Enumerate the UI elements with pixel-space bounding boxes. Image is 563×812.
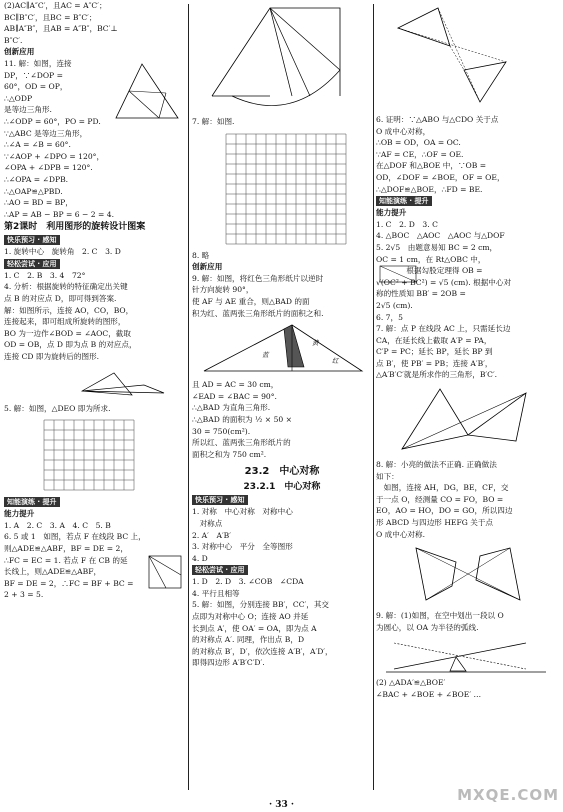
text-line: 6. 5 或 1 如图，若点 F 在线段 BC 上， xyxy=(4,532,146,542)
column-left xyxy=(4,0,186,800)
question-6 xyxy=(376,114,560,195)
text-line: 9. 解：(1)如图，在空中划出一段以 O xyxy=(376,611,504,621)
text-line: 称的性质知 BB′ = 2OB = xyxy=(376,289,466,299)
text-line: 点即为对称中心 O；连接 AO 并延 xyxy=(192,612,309,622)
text-line: ∴FC = EC = 1. 若点 F 在 CB 的延 xyxy=(4,555,128,565)
text-line: ∴∠ODP = 60°，PO = PD. xyxy=(4,116,101,126)
text-line: 4. D xyxy=(192,553,208,563)
column-divider xyxy=(373,4,374,790)
text-line: 如下： xyxy=(376,471,399,481)
text-line: BO 为一边作∠BOD = ∠AOC，截取 xyxy=(4,328,131,338)
question-9 xyxy=(192,273,372,319)
question-11 xyxy=(4,58,186,220)
text-line: 2√5 (cm). xyxy=(376,300,413,310)
text-line: 针方向旋转 90°， xyxy=(192,285,254,295)
text-line: CA，在延长线上截取 A′P = PA， xyxy=(376,335,492,345)
text-line: 60°，OD = OP， xyxy=(4,82,68,92)
text-line: B″C′. xyxy=(4,35,23,45)
text-line: 形 ABCD 与四边形 HEFG 关于点 xyxy=(376,518,494,528)
text-line: 解：如图所示，连接 AO，CO，BO， xyxy=(4,305,134,315)
text-line: ∴AP = AB − BP = 6 − 2 = 4. xyxy=(4,209,115,219)
column-middle xyxy=(192,0,372,800)
text-line: 于一点 O，经测量 CO = FO，BO = xyxy=(376,494,504,504)
text-line: 1. 旋转中心 旋转角 2. C 3. D xyxy=(4,247,121,257)
section-tag: 轻松尝试 · 应用 xyxy=(4,259,60,269)
section-tag: 知能演练 · 提升 xyxy=(4,497,60,507)
text-line: 在△DOF 和△BOE 中，∵OB = xyxy=(376,161,487,171)
text-line: ∠EAD = ∠BAC = 90°. xyxy=(192,391,277,401)
continued-answer xyxy=(4,0,186,46)
text-line: ∴∠OPA = ∠DPB. xyxy=(4,174,69,184)
coordinate-grid-figure xyxy=(192,130,372,248)
triangles-figure xyxy=(192,321,372,377)
text-line: ∵∠AOP + ∠DPO = 120°， xyxy=(4,151,105,161)
text-line: 7. 解：点 P 在线段 AC 上，只需延长边 xyxy=(376,324,511,334)
text-line: 且 AD = AC = 30 cm， xyxy=(192,380,279,390)
section-label: 创新应用 xyxy=(4,47,35,57)
text-line: OD = OB，点 D 即为点 B 的对应点， xyxy=(4,340,137,350)
column-divider xyxy=(188,4,189,790)
text-line: 5. 解：如图，分别连接 BB′，CC′，其交 xyxy=(192,600,330,610)
grid-figure xyxy=(4,416,184,494)
seesaw-figure xyxy=(376,635,556,675)
text-line: 7. 解：如图. xyxy=(192,117,235,126)
text-line: ∠OPA + ∠DPB = 120°. xyxy=(4,163,93,173)
text-line: 的对称点 B′，D′，依次连接 A′B′，A′D′， xyxy=(192,646,333,656)
text-line: 30 = 750(cm²). xyxy=(192,426,251,436)
subsection-title: 23.2.1 中心对称 xyxy=(243,482,321,493)
text-line: 1. C 2. D 3. C xyxy=(376,219,438,229)
text-line: 连接 CD 即为旋转后的图形. xyxy=(4,352,100,362)
section-label: 能力提升 xyxy=(376,208,407,218)
text-line: 的对称点 A′. 同理，作出点 B，D xyxy=(192,635,305,645)
text-line: ∴∠A = ∠B = 60°. xyxy=(4,140,71,150)
text-line: 2. A′ A′B′ xyxy=(192,530,231,540)
lesson-title: 第2课时 利用图形的旋转设计图案 xyxy=(4,222,146,233)
text-line: OD，∠DOF = ∠BOE，OF = OE， xyxy=(376,172,505,182)
label-red: 红 xyxy=(332,357,339,366)
rectangle-figure xyxy=(378,264,422,286)
text-line: 长线上，则△ADE≌△ABF， xyxy=(4,567,102,577)
text-line: 连接起来，即可组成所旋转的图形， xyxy=(4,317,126,327)
question-4 xyxy=(4,281,186,362)
text-line: C′P = PC；延长 BP，延长 BP 到 xyxy=(376,347,493,357)
text-line: 11. 解：如图，连接 xyxy=(4,58,72,68)
text-line: ∵△ABC 是等边三角形， xyxy=(4,128,88,138)
central-symmetry-figure xyxy=(376,2,556,112)
question-7 xyxy=(376,323,560,381)
text-line: △A′B′C′就是所求作的三角形，B′C′. xyxy=(376,370,498,380)
square-rotation-figure xyxy=(192,2,372,114)
text-line: 如图，连接 AH，DG，BE，CF，交 xyxy=(376,483,509,493)
text-line: O 成中心对称. xyxy=(376,529,426,539)
triangle-figure xyxy=(112,60,182,124)
text-line: 3. 对称中心 平分 全等图形 xyxy=(192,542,293,552)
watermark: MXQE.COM xyxy=(457,786,559,804)
question-8 xyxy=(376,459,560,540)
section-tag: 轻松尝试 · 应用 xyxy=(192,565,248,575)
section-tag: 知能演练 · 提升 xyxy=(376,196,432,206)
text-line: 5. 2√5 由题意易知 BC = 2 cm， xyxy=(376,242,498,252)
text-line: 2 + 3 = 5. xyxy=(4,590,44,600)
rotation-figure xyxy=(4,365,184,401)
text-line: 积为红、蓝两张三角形纸片的面积之和. xyxy=(192,308,324,318)
label-yellow: 黄 xyxy=(312,339,319,348)
text-line: 9. 解：如图，将红色三角形纸片以逆时 xyxy=(192,273,324,283)
text-line: 4. 平行且相等 xyxy=(192,588,240,598)
text-line: BF = DE = 2，∴FC = BF + BC = xyxy=(4,578,134,588)
page-number: · 33 · xyxy=(268,800,295,810)
text-line: ∴△DOF≌△BOE，∴FD = BE. xyxy=(376,184,483,194)
text-line: 使 AF 与 AE 重合，则△BAD 的面 xyxy=(192,296,310,306)
text-line: 即得四边形 A′B′C′D′. xyxy=(192,658,265,668)
text-line: 8. 解：小亮的做法不正确. 正确做法 xyxy=(376,460,497,470)
section-title: 23.2 中心对称 xyxy=(244,466,320,478)
text-line: (2)AC∥A″C′，且AC = A″C′； xyxy=(4,1,107,10)
question-9-cont xyxy=(192,379,372,460)
text-line: 则△ADE≌△ABF，BF = DE = 2， xyxy=(4,544,128,553)
section-label: 创新应用 xyxy=(192,262,223,272)
section-label: 能力提升 xyxy=(4,509,35,519)
text-line: 长到点 A′，使 OA′ = OA，即为点 A xyxy=(192,623,317,633)
text-line: O 成中心对称， xyxy=(376,126,431,136)
text-line: OC = 1 cm，在 Rt△OBC 中， xyxy=(376,254,486,264)
text-line: EO，AO = HO，DO = GO，所以四边 xyxy=(376,506,513,516)
square-figure xyxy=(146,553,184,599)
text-line: ∴△BAD 的面积为 ½ × 50 × xyxy=(192,414,293,424)
section-tag: 快乐预习 · 感知 xyxy=(192,495,248,505)
text-line: 6. 7，5 xyxy=(376,312,403,322)
label-blue: 蓝 xyxy=(262,351,269,360)
text-line: ∴△OAP≌△PBD. xyxy=(4,186,63,196)
text-line: 1. 对称 中心对称 对称中心 xyxy=(192,507,293,517)
text-line: 点 B′，使 PB′ = PB；连接 A′B′， xyxy=(376,358,493,368)
text-line: ∴△BAD 为直角三角形. xyxy=(192,403,271,413)
question-5 xyxy=(192,599,372,669)
text-line: 5. 解：如图，△DEO 即为所求. xyxy=(4,403,111,413)
bowtie-figure xyxy=(376,542,556,608)
text-line: ∠BAC + ∠BOE + ∠BOE′ … xyxy=(376,690,482,699)
text-line: 4. △BOC △AOC △AOC 与△DOF xyxy=(376,231,505,241)
text-line: ∵AF = CE，∴OF = OE. xyxy=(376,149,464,159)
text-line: 面积之和为 750 cm². xyxy=(192,449,267,459)
text-line: (2) △ADA′≌△BOE′ xyxy=(376,678,446,688)
section-tag: 快乐预习 · 感知 xyxy=(4,235,60,245)
text-line: DP，∵∠DOP = xyxy=(4,70,63,80)
question-5 xyxy=(376,242,560,312)
text-line: 1. C 2. B 3. 4 72° xyxy=(4,270,86,280)
question-6 xyxy=(4,531,186,601)
text-line: 对称点 xyxy=(192,518,223,528)
text-line: 6. 证明：∵△ABO 与△CDO 关于点 xyxy=(376,115,499,124)
text-line: 1. D 2. D 3. ∠COB ∠CDA xyxy=(192,577,304,587)
text-line: ∴△ODP xyxy=(4,93,33,103)
text-line: 为圆心，以 OA 为半径的弧线. xyxy=(376,622,479,632)
text-line: 根据勾股定理得 OB = xyxy=(376,266,483,276)
text-line: 1. A 2. C 3. A 4. C 5. B xyxy=(4,520,111,530)
triangle-symmetry-figure xyxy=(376,383,556,457)
text-line: 是等边三角形. xyxy=(4,105,52,115)
text-line: 8. 略 xyxy=(192,250,210,260)
text-line: √(OC² + BC²) = √5 (cm). 根据中心对 xyxy=(376,277,512,287)
text-line: 点 B 的对应点 D，即可得到答案. xyxy=(4,294,117,304)
text-line: ∴OB = OD，OA = OC. xyxy=(376,138,461,148)
column-right xyxy=(376,0,560,804)
text-line: AB∥A″B″，且AB = A″B″，BC′⊥ xyxy=(4,24,118,34)
text-line: 4. 分析：根据旋转的特征确定出关键 xyxy=(4,282,128,292)
text-line: BC∥B″C′，且BC = B″C′； xyxy=(4,12,97,22)
text-line: ∴AO = BD = BP， xyxy=(4,198,73,208)
text-line: 所以红、蓝两张三角形纸片的 xyxy=(192,438,291,448)
